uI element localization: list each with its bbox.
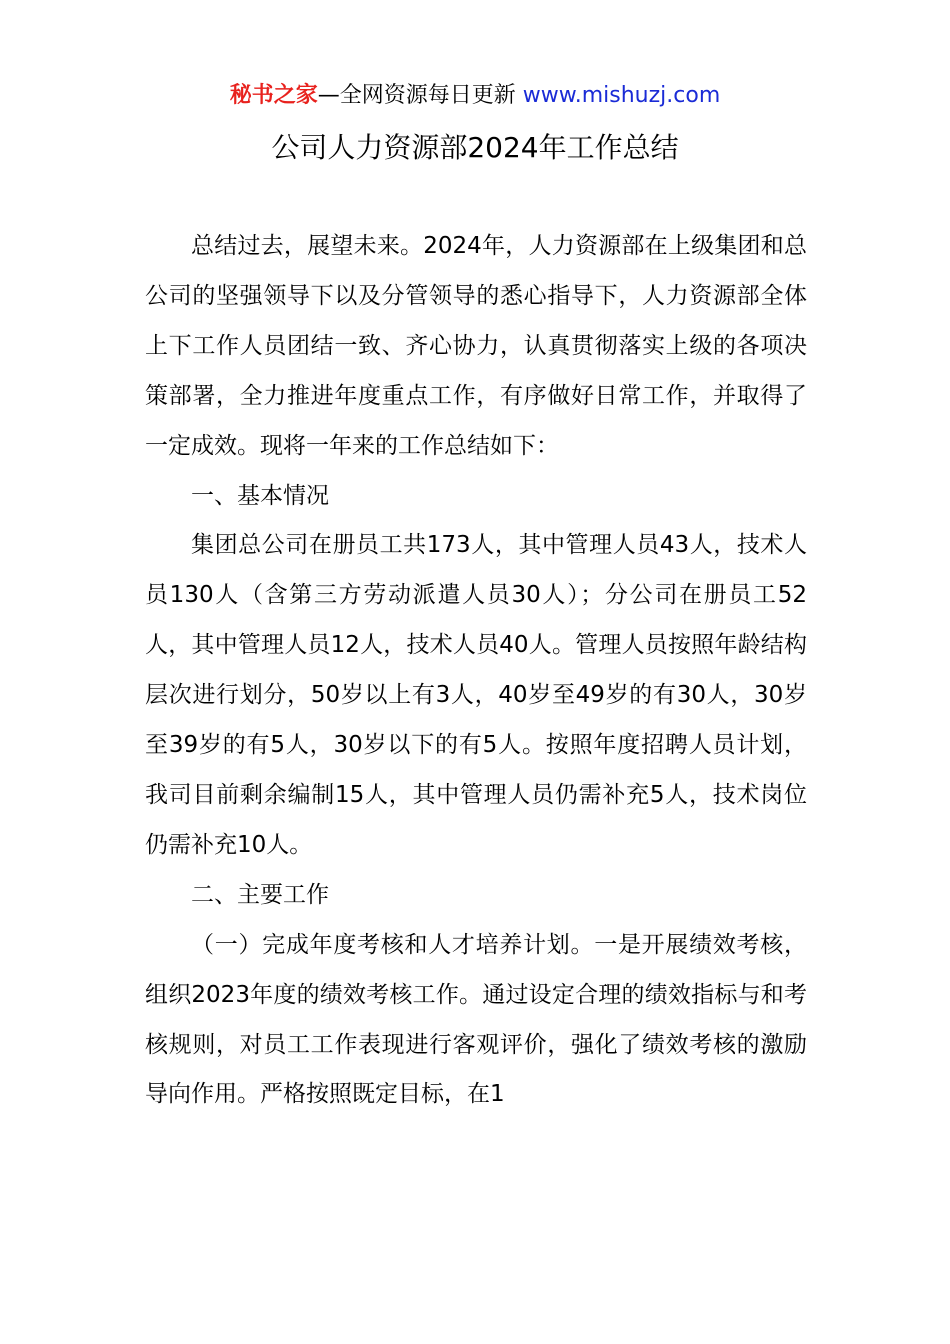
- site-url-link[interactable]: www.mishuzj.com: [522, 83, 721, 108]
- brand-name: 秘书之家: [229, 83, 318, 108]
- intro-paragraph: 总结过去，展望未来。2024年，人力资源部在上级集团和总公司的坚强领导下以及分管领导的悉心指导下，人力资源部全体上下工作人员团结一致、齐心协力，认真贯彻落实上级的各项决策部署，全力推进年度重点工作，有序做好日常工作，并取得了一定成效。现将一年来的工作总结如下：: [145, 233, 807, 459]
- main-work-paragraph: （一）完成年度考核和人才培养计划。一是开展绩效考核，组织2023年度的绩效考核工作。通过设定合理的绩效指标与和考核规则，对员工工作表现进行客观评价，强化了绩效考核的激励导向作用。严格按照既定目标，在1: [145, 931, 807, 1108]
- section-heading-basic-situation: 一、基本情况: [191, 482, 329, 509]
- site-header: [0, 80, 950, 112]
- basic-situation-paragraph: 集团总公司在册员工共173人，其中管理人员43人，技术人员130人（含第三方劳动派遣人员30人）；分公司在册员工52人，其中管理人员12人，技术人员40人。管理人员按照年龄结构层次进行划分，50岁以上有3人，40岁至49岁的有30人，30岁至39岁的有5人，30岁以下的有5人。按照年度招聘人员计划，我司目前剩余编制15人，其中管理人员仍需补充5人，技术岗位仍需补充10人。: [145, 532, 807, 858]
- section-heading-main-work: 二、主要工作: [191, 881, 329, 908]
- document-body: [145, 222, 807, 1120]
- header-tagline: —全网资源每日更新: [317, 83, 523, 108]
- document-title: 公司人力资源部2024年工作总结: [271, 131, 679, 164]
